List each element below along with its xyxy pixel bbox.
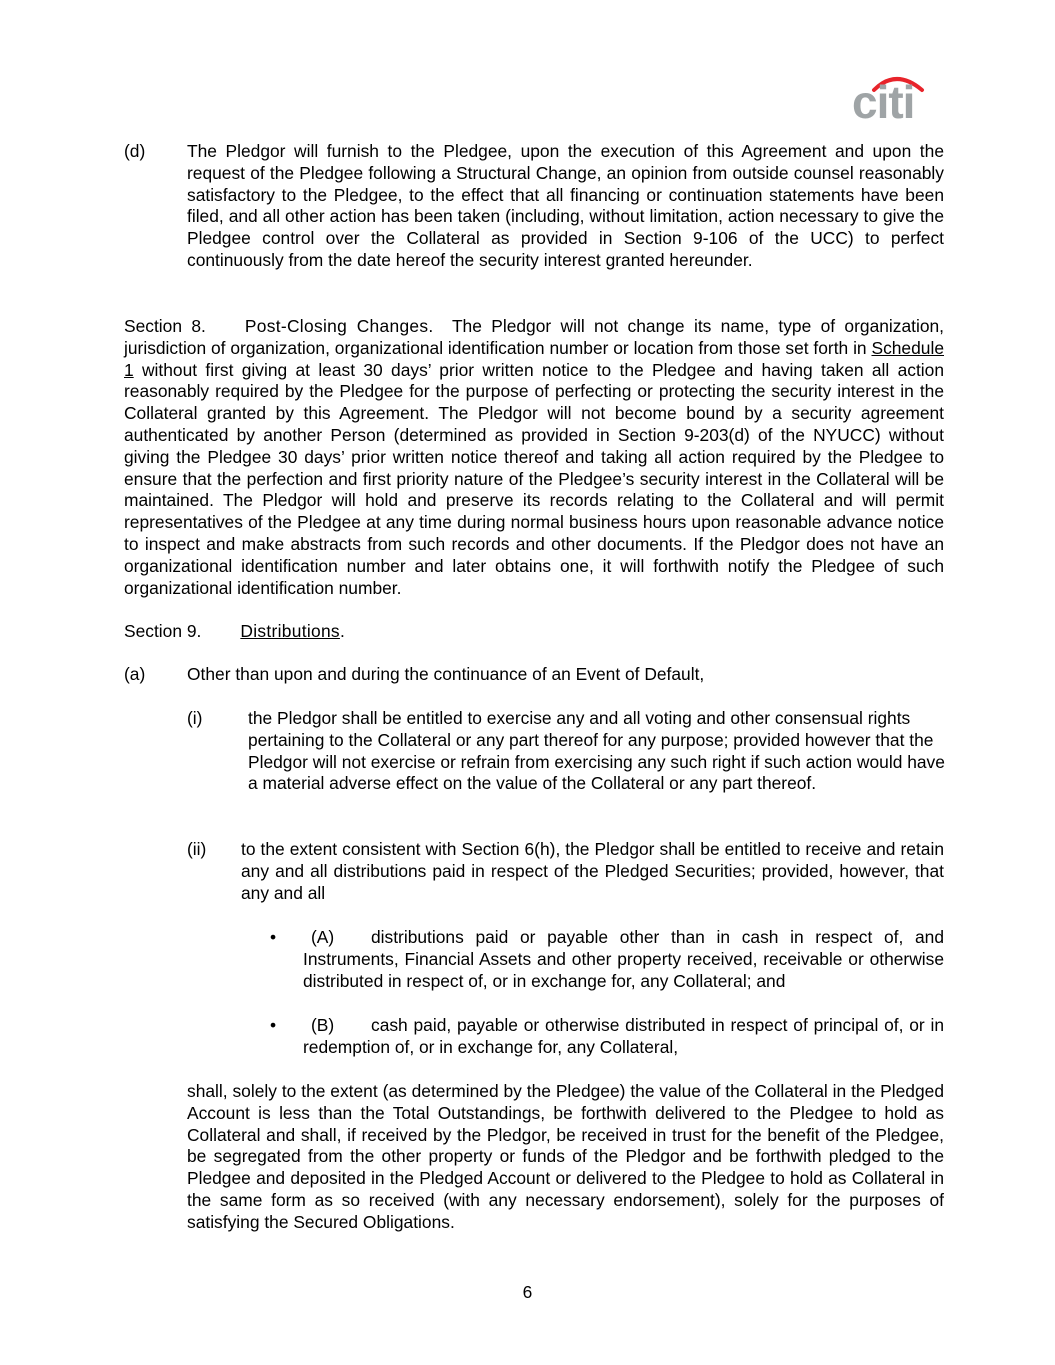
bullet-b-label: (B) [311,1015,335,1035]
bullet-a-text: distributions paid or payable other than in cash in respect of, and Instruments, Financial Assets and other property received, receivable or otherwise distributed in respect of, or in exchange for, any Collateral; and [303,927,944,991]
section-9-period: . [339,621,345,641]
section-8-paragraph [124,316,944,599]
item-ii-label: (ii) [187,839,207,859]
section-8-text-post: without first giving at least 30 days’ prior written notice to the Pledgee and having taken all action reasonably required by the Pledgee for the purpose of perfecting or protecting the security interest in the Collateral granted by this Agreement. The Pledgor will not become bound by a security agreement authenticated by another Person (determined as provided in Section 9-203(d) of the NYUCC) without giving the Pledgee 30 days’ prior written notice thereof and taking all action required by the Pledgee to ensure that the perfection and first priority nature of the Pledgee’s security interest in the Collateral will be maintained. The Pledgor will hold and preserve its records relating to the Collateral and will permit representatives of the Pledgee at any time during normal business hours upon reasonable advance notice to inspect and make abstracts from such records and other documents. If the Pledgor does not have an organizational identification number and later obtains one, it will forthwith notify the Pledgee of such organizational identification number. [124,359,944,598]
item-i-label: (i) [187,708,203,728]
citi-logo [852,70,926,122]
para-d-text: The Pledgor will furnish to the Pledgee, upon the execution of this Agreement and upon the request of the Pledgee following a Structural Change, an opinion from outside counsel reasonably satisfactory to the Pledgee, to the effect that all financing or continuation statements have been filed, and all other action has been taken (including, without limitation, action necessary to give the Pledgee control over the Collateral as provided in Section 9-106 of the UCC) to perfect continuously from the date hereof the security interest granted hereunder. [187,141,944,270]
para-a-label: (a) [124,664,146,684]
bullet-b-text: cash paid, payable or otherwise distributed in respect of principal of, or in redemption of, or in exchange for, any Collateral, [303,1015,944,1057]
bullet-a [303,927,944,992]
schedule-1-link[interactable]: Schedule 1 [124,337,944,380]
bullet-a-marker: • [270,927,277,947]
citi-logo-text: citi [852,76,915,122]
bullet-b [303,1015,944,1059]
section-9-heading: Distributions [240,621,340,641]
page-number: 6 [522,1282,533,1302]
item-ii-text: to the extent consistent with Section 6(h), the Pledgor shall be entitled to receive and retain any and all distributions paid in respect of the Pledged Securities; provided, however, that any and all [241,839,944,903]
section-8-text-pre: The Pledgor will not change its name, type of organization, jurisdiction of organization, organizational identification number or location from those set forth in [124,316,945,358]
section-9-heading-line [124,621,944,643]
bullet-b-marker: • [270,1015,277,1035]
section-8-heading: Post-Closing Changes. [244,316,434,336]
closing-paragraph: shall, solely to the extent (as determined by the Pledgee) the value of the Collateral in the Pledged Account is less than the Total Outstandings, be forthwith delivered to the Pledgee to hold as Collateral and shall, if received by the Pledgor, be received in trust for the benefit of the Pledgee, be segregated from the other property or funds of the Pledgor and be forthwith pledged to the Pledgee and deposited in the Pledged Account or delivered to the Pledgee to hold as Collateral in the same form as so received (with any necessary endorsement), solely for the purposes of satisfying the Secured Obligations. [187,1081,944,1232]
bullet-a-label: (A) [311,927,335,947]
para-a-text: Other than upon and during the continuance of an Event of Default, [187,664,705,684]
para-d-label: (d) [124,141,146,161]
item-i-text: the Pledgor shall be entitled to exercise any and all voting and other consensual rights pertaining to the Collateral or any part thereof for any purpose; provided however that the Pledgor will not exercise or refrain from exercising any such right if such action would have a material adverse effect on the value of the Collateral or any part thereof. [248,708,945,794]
section-8-number: Section 8. [124,316,206,336]
section-9-number: Section 9. [124,621,202,641]
